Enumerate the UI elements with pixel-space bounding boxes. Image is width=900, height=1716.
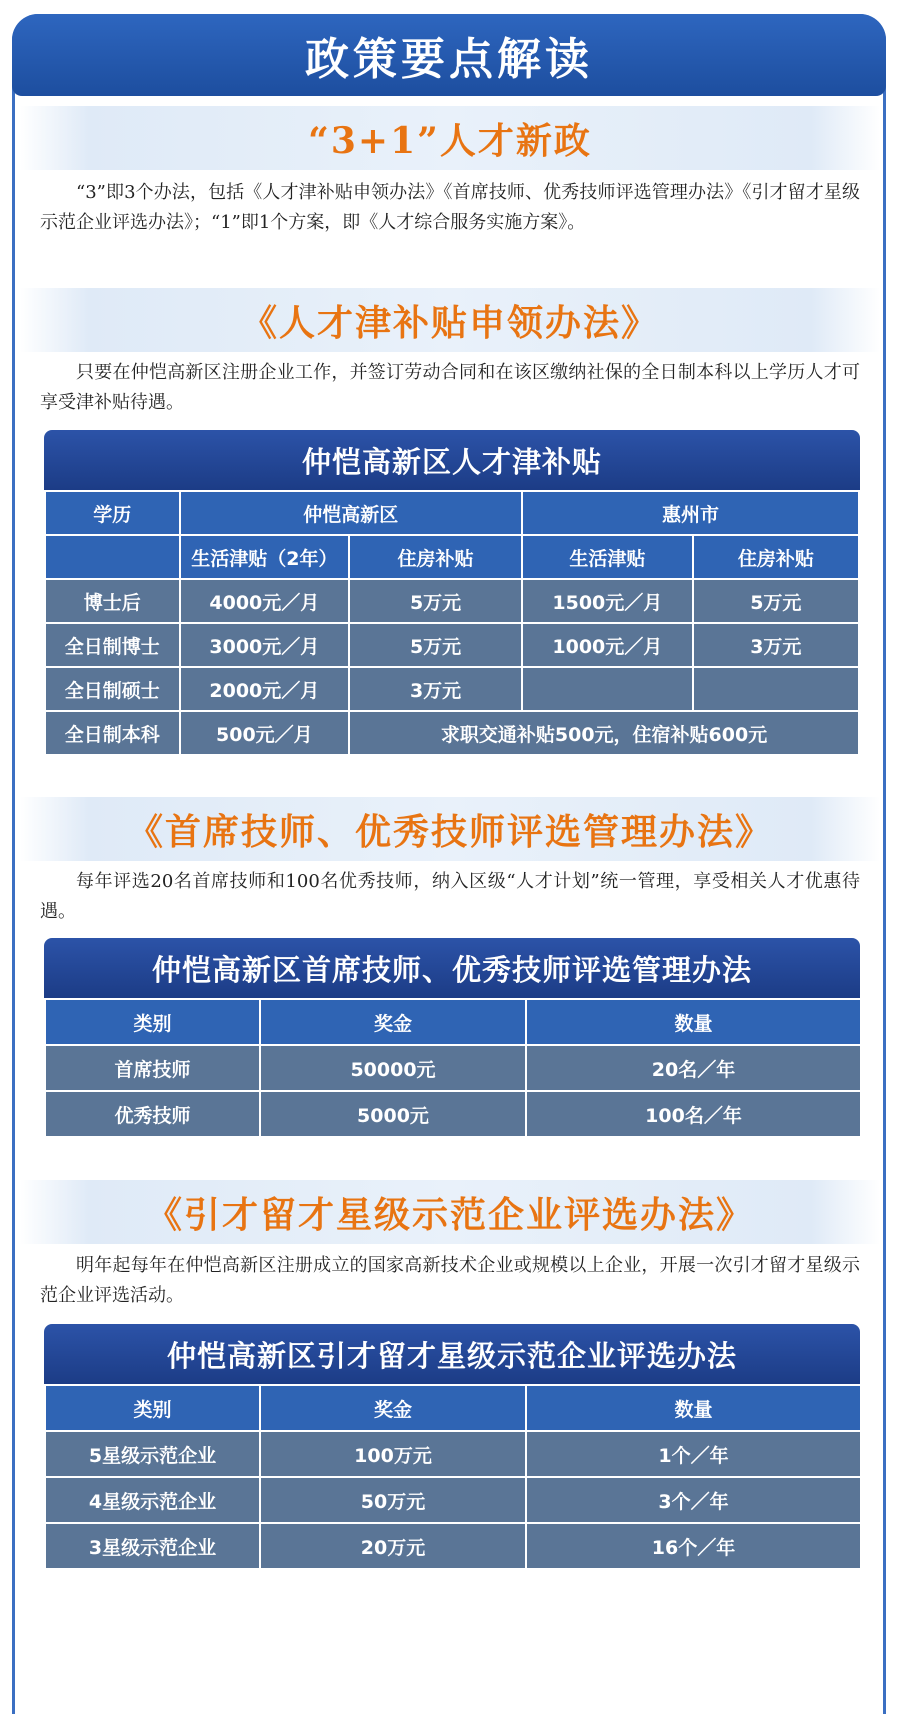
intro-paragraph: “3”即3个办法，包括《人才津补贴申领办法》《首席技师、优秀技师评选管理办法》《引才留才星级示范企业评选办法》；“1”即1个方案，即《人才综合服务实施方案》。 xyxy=(40,182,860,233)
enterprise-table-title: 仲恺高新区引才留才星级示范企业评选办法 xyxy=(166,1338,737,1373)
cell-education: 博士后 xyxy=(45,579,180,623)
technician-table-title: 仲恺高新区首席技师、优秀技师评选管理办法 xyxy=(151,952,752,987)
cell-zk-living: 4000元／月 xyxy=(180,579,350,623)
section3-title: 《引才留才星级示范企业评选办法》 xyxy=(145,1193,754,1236)
section3-header xyxy=(20,1180,880,1244)
cell-bonus: 20万元 xyxy=(260,1523,526,1569)
header-education: 学历 xyxy=(45,491,180,535)
allowance-table-banner xyxy=(44,430,860,490)
table-row xyxy=(45,1523,861,1569)
section2-paragraph: 每年评选20名首席技师和100名优秀技师，纳入区级“人才计划”统一管理，享受相关人才优惠待遇。 xyxy=(40,871,860,922)
technician-table-box xyxy=(44,938,860,1138)
header-quantity: 数量 xyxy=(526,1385,861,1431)
cell-category: 5星级示范企业 xyxy=(45,1431,260,1477)
header-empty-cell xyxy=(45,535,180,579)
table-row xyxy=(45,667,859,711)
table-header-row xyxy=(45,1385,861,1431)
allowance-table-title: 仲恺高新区人才津补贴 xyxy=(301,444,602,479)
enterprise-table-banner xyxy=(44,1324,860,1384)
cell-category: 首席技师 xyxy=(45,1045,260,1091)
section3-paragraph: 明年起每年在仲恺高新区注册成立的国家高新技术企业或规模以上企业，开展一次引才留才星级示范企业评选活动。 xyxy=(40,1255,860,1306)
table-row xyxy=(45,623,859,667)
cell-bonus: 5000元 xyxy=(260,1091,526,1137)
masthead-title: 政策要点解读 xyxy=(305,34,593,85)
cell-merged-subsidy: 求职交通补贴500元，住宿补贴600元 xyxy=(349,711,859,755)
header-zhongkai: 仲恺高新区 xyxy=(180,491,522,535)
enterprise-table xyxy=(44,1384,862,1570)
table-header-row xyxy=(45,491,859,535)
cell-zk-living: 3000元／月 xyxy=(180,623,350,667)
section1-header xyxy=(20,288,880,352)
header-bonus: 奖金 xyxy=(260,999,526,1045)
cell-quantity: 3个／年 xyxy=(526,1477,861,1523)
cell-education: 全日制博士 xyxy=(45,623,180,667)
intro-section-header xyxy=(20,106,880,170)
cell-bonus: 100万元 xyxy=(260,1431,526,1477)
cell-bonus: 50000元 xyxy=(260,1045,526,1091)
allowance-table-box xyxy=(44,430,860,756)
header-category: 类别 xyxy=(45,1385,260,1431)
cell-category: 4星级示范企业 xyxy=(45,1477,260,1523)
cell-quantity: 100名／年 xyxy=(526,1091,861,1137)
cell-zk-housing: 3万元 xyxy=(349,667,522,711)
cell-quantity: 16个／年 xyxy=(526,1523,861,1569)
section1-paragraph: 只要在仲恺高新区注册企业工作，并签订劳动合同和在该区缴纳社保的全日制本科以上学历人才可享受津补贴待遇。 xyxy=(40,362,860,413)
cell-hz-living xyxy=(522,667,693,711)
cell-education: 全日制本科 xyxy=(45,711,180,755)
table-row xyxy=(45,1045,861,1091)
cell-hz-housing: 5万元 xyxy=(693,579,859,623)
header-zk-housing: 住房补贴 xyxy=(349,535,522,579)
intro-title: “3+1”人才新政 xyxy=(308,119,592,162)
section1-title: 《人才津补贴申领办法》 xyxy=(240,301,659,344)
cell-hz-living: 1500元／月 xyxy=(522,579,693,623)
table-row xyxy=(45,1477,861,1523)
cell-zk-housing: 5万元 xyxy=(349,623,522,667)
header-huizhou: 惠州市 xyxy=(522,491,859,535)
header-category: 类别 xyxy=(45,999,260,1045)
allowance-table xyxy=(44,490,860,756)
enterprise-table-box xyxy=(44,1324,860,1570)
cell-quantity: 1个／年 xyxy=(526,1431,861,1477)
cell-category: 3星级示范企业 xyxy=(45,1523,260,1569)
cell-education: 全日制硕士 xyxy=(45,667,180,711)
cell-zk-living: 500元／月 xyxy=(180,711,350,755)
table-row xyxy=(45,711,859,755)
table-row xyxy=(45,579,859,623)
cell-hz-housing xyxy=(693,667,859,711)
cell-category: 优秀技师 xyxy=(45,1091,260,1137)
technician-table-banner xyxy=(44,938,860,998)
cell-zk-housing: 5万元 xyxy=(349,579,522,623)
table-header-row xyxy=(45,999,861,1045)
header-bonus: 奖金 xyxy=(260,1385,526,1431)
cell-hz-living: 1000元／月 xyxy=(522,623,693,667)
header-hz-housing: 住房补贴 xyxy=(693,535,859,579)
technician-table xyxy=(44,998,862,1138)
cell-quantity: 20名／年 xyxy=(526,1045,861,1091)
header-hz-living: 生活津贴 xyxy=(522,535,693,579)
masthead xyxy=(12,14,886,96)
table-row xyxy=(45,1431,861,1477)
header-zk-living: 生活津贴（2年） xyxy=(180,535,350,579)
cell-zk-living: 2000元／月 xyxy=(180,667,350,711)
section2-title: 《首席技师、优秀技师评选管理办法》 xyxy=(126,810,773,853)
header-quantity: 数量 xyxy=(526,999,861,1045)
table-subheader-row xyxy=(45,535,859,579)
cell-bonus: 50万元 xyxy=(260,1477,526,1523)
section2-header xyxy=(20,797,880,861)
cell-hz-housing: 3万元 xyxy=(693,623,859,667)
table-row xyxy=(45,1091,861,1137)
